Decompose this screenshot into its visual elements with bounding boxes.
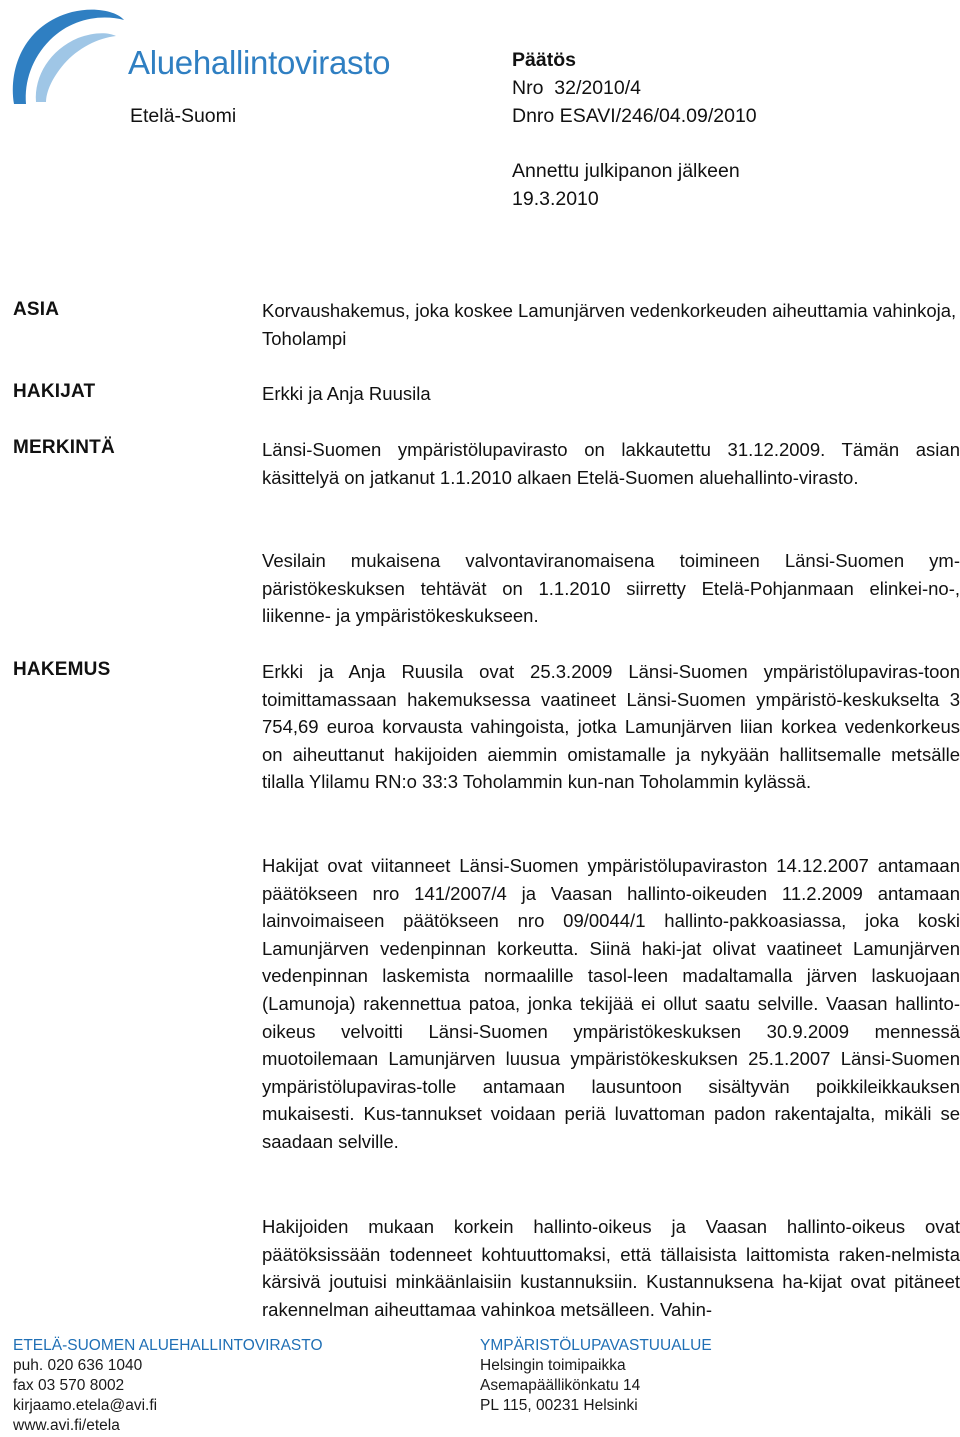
- hakemus-paragraph-1: Erkki ja Anja Ruusila ovat 25.3.2009 Länsi-Suomen ympäristölupaviras-toon toimittamassaan hakemuksessa vaatineet Länsi-Suomen ympäristö-keskukselta 3 754,69 euroa korvausta vahingoista, jotka Lamunjärven liian korkea vedenkorkeus on aiheuttanut hakijoiden aiemmin omistamalle ja nykyään hallitsemalle metsälle tilalla Ylilamu RN:o 33:3 Toholammin kun-nan Toholammin kylässä.: [262, 661, 960, 793]
- footer-phone: puh. 020 636 1040: [13, 1357, 143, 1374]
- footer-left: [13, 1336, 453, 1436]
- hakijat-text: Erkki ja Anja Ruusila: [262, 383, 431, 404]
- section-label-hakijat: HAKIJAT: [13, 381, 96, 402]
- footer-office: Helsingin toimipaikka: [480, 1357, 626, 1374]
- asia-text: Korvaushakemus, joka koskee Lamunjärven vedenkorkeuden aiheuttamia vahinkoja, Toholampi: [262, 300, 957, 349]
- decision-number: Nro 32/2010/4: [512, 77, 642, 99]
- footer-website[interactable]: www.avi.fi/etela: [13, 1417, 120, 1434]
- record-number: Dnro ESAVI/246/04.09/2010: [512, 105, 757, 127]
- hakemus-paragraph-3: Hakijoiden mukaan korkein hallinto-oikeus ja Vaasan hallinto-oikeus ovat päätöksissään todenneet kohtuuttomaksi, että tällaisista laittomista raken-nelmista kärsivä joutuisi minkäänlaisiin kustannuksiin. Kustannuksena ha-kijat ovat pitäneet rakennelman aiheuttamaa vahinkoa metsälleen. Vahin-: [262, 1216, 960, 1320]
- section-label-merkinta: MERKINTÄ: [13, 437, 115, 458]
- footer-right: [480, 1336, 940, 1416]
- region-name: Etelä-Suomi: [130, 105, 237, 127]
- footer-org-name: ETELÄ-SUOMEN ALUEHALLINTOVIRASTO: [13, 1337, 323, 1354]
- published-label: Annettu julkipanon jälkeen: [512, 160, 740, 182]
- hakemus-paragraph-2: Hakijat ovat viitanneet Länsi-Suomen ympäristölupaviraston 14.12.2007 antamaan päätökseen nro 141/2007/4 ja Vaasan hallinto-oikeuden 11.2.2009 antamaan lainvoimaiseen päätökseen nro 09/0044/1 hallinto-pakkoasiassa, joka koski Lamunjärven vedenpinnan korkeutta. Siinä haki-jat olivat vaatineet Lamunjärven vedenpinnan laskemista normaalille tasol-leen madaltamalla järven laskuojaan (Lamunoja) rakennettua patoa, jonka tekijää ei ollut saatu selville. Vaasan hallinto-oikeus velvoitti Länsi-Suomen ympäristökeskuksen 30.9.2009 mennessä muotoilemaan Lamunjärven luusua ympäristökeskuksen 25.1.2007 Länsi-Suomen ympäristölupaviras-tolle antamaan lausuntoon sisältyvän poikkileikkauksen mukaisesti. Kus-tannukset voidaan periä luvattoman padon rakentajalta, mikäli se saadaan selville.: [262, 855, 960, 1152]
- footer-fax: fax 03 570 8002: [13, 1377, 125, 1394]
- logo-text: Aluehallintovirasto: [128, 44, 391, 81]
- footer-postal: PL 115, 00231 Helsinki: [480, 1397, 638, 1414]
- merkinta-paragraph-1: Länsi-Suomen ympäristölupavirasto on lakkautettu 31.12.2009. Tämän asian käsittelyä on jatkanut 1.1.2010 alkaen Etelä-Suomen aluehallinto-virasto.: [262, 439, 960, 488]
- footer-unit-name: YMPÄRISTÖLUPAVASTUUALUE: [480, 1337, 712, 1354]
- merkinta-paragraph-2: Vesilain mukaisena valvontaviranomaisena toimineen Länsi-Suomen ym-päristökeskuksen tehtävät on 1.1.2010 siirretty Etelä-Pohjanmaan elinkei-no-, liikenne- ja ympäristökeskukseen.: [262, 550, 960, 627]
- decision-label: Päätös: [512, 49, 576, 71]
- logo: [6, 6, 391, 110]
- logo-swirl-icon: [6, 6, 126, 110]
- published-date: 19.3.2010: [512, 188, 599, 210]
- footer-email[interactable]: kirjaamo.etela@avi.fi: [13, 1397, 158, 1414]
- footer-street: Asemapäällikönkatu 14: [480, 1377, 641, 1394]
- section-label-hakemus: HAKEMUS: [13, 659, 111, 680]
- section-label-asia: ASIA: [13, 299, 60, 320]
